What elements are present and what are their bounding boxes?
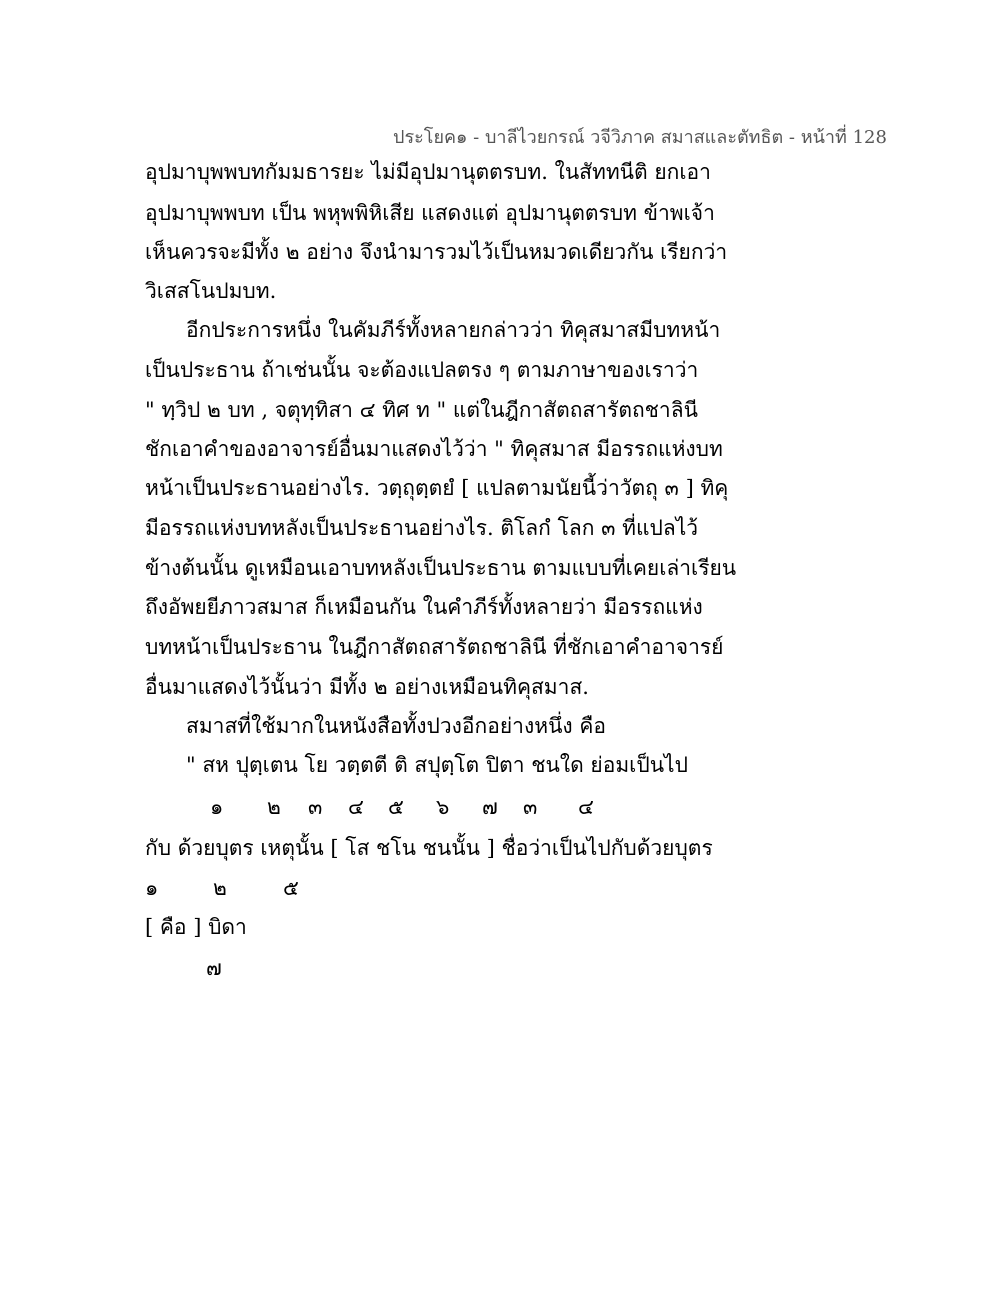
text-line: หน้าเป็นประธานอย่างไร. วตฺถุตฺตยํ [ แปลตามนัยนี้ว่าวัตถุ ๓ ] ทิคุ [145,476,729,500]
text-line: เป็นประธาน ถ้าเช่นนั้น จะต้องแปลตรง ๆ ตามภาษาของเราว่า [145,358,699,382]
word-number: ๒ [267,795,281,819]
page-header-text: ประโยค๑ - บาลีไวยกรณ์ วจีวิภาค สมาสและตัทธิต - หน้าที่ 128 [393,127,887,148]
word-number: ๒ [213,876,227,900]
text-line: กับ ด้วยบุตร เหตุนั้น [ โส ชโน ชนนั้น ] ชื่อว่าเป็นไปกับด้วยบุตร [145,836,713,860]
text-line: วิเสสโนปมบท. [145,279,277,303]
word-number: ๕ [388,795,404,819]
word-number: ๑ [210,795,224,819]
word-number: ๗ [206,956,222,980]
page-header [0,122,1000,151]
text-line: ข้างต้นนั้น ดูเหมือนเอาบทหลังเป็นประธาน ตามแบบที่เคยเล่าเรียน [145,556,737,580]
text-line: ถึงอัพยยีภาวสมาส ก็เหมือนกัน ในคำภีร์ทั้งหลายว่า มีอรรถแห่ง [145,595,703,619]
text-line: ชักเอาคำของอาจารย์อื่นมาแสดงไว้ว่า " ทิคุสมาส มีอรรถแห่งบท [145,437,723,461]
text-line: มีอรรถแห่งบทหลังเป็นประธานอย่างไร. ติโลกํ โลก ๓ ที่แปลไว้ [145,516,699,540]
word-number: ๕ [283,876,299,900]
text-line: เห็นควรจะมีทั้ง ๒ อย่าง จึงนำมารวมไว้เป็นหมวดเดียวกัน เรียกว่า [145,240,728,264]
text-line: " ทฺวิป ๒ บท , จตุทฺทิสา ๔ ทิศ ท " แต่ในฎีกาสัตถสารัตถชาลินี [145,398,698,422]
word-number: ๓ [308,795,323,819]
text-line: สมาสที่ใช้มากในหนังสือทั้งปวงอีกอย่างหนึ่ง คือ [186,714,607,738]
text-line: อื่นมาแสดงไว้นั้นว่า มีทั้ง ๒ อย่างเหมือนทิคุสมาส. [145,675,589,699]
text-line: " สห ปุตฺเตน โย วตฺตตี ติ สปุตฺโต ปิตา ชนใด ย่อมเป็นไป [186,753,688,777]
word-number: ๓ [523,795,538,819]
word-number: ๔ [348,795,364,819]
text-line: อุปมาบุพพบทกัมมธารยะ ไม่มีอุปมานุตตรบท. ในสัททนีติ ยกเอา [145,160,711,184]
word-number: ๔ [578,795,594,819]
text-line: อีกประการหนึ่ง ในคัมภีร์ทั้งหลายกล่าวว่า ทิคุสมาสมีบทหน้า [186,318,721,342]
word-number: ๖ [436,795,450,819]
text-line: บทหน้าเป็นประธาน ในฎีกาสัตถสารัตถชาลินี ที่ชักเอาคำอาจารย์ [145,635,724,659]
text-line: อุปมาบุพพบท เป็น พหุพพิหิเสีย แสดงแต่ อุปมานุตตรบท ข้าพเจ้า [145,201,715,225]
text-line: [ คือ ] บิดา [145,915,247,939]
word-number: ๗ [482,795,498,819]
word-number: ๑ [145,876,159,900]
